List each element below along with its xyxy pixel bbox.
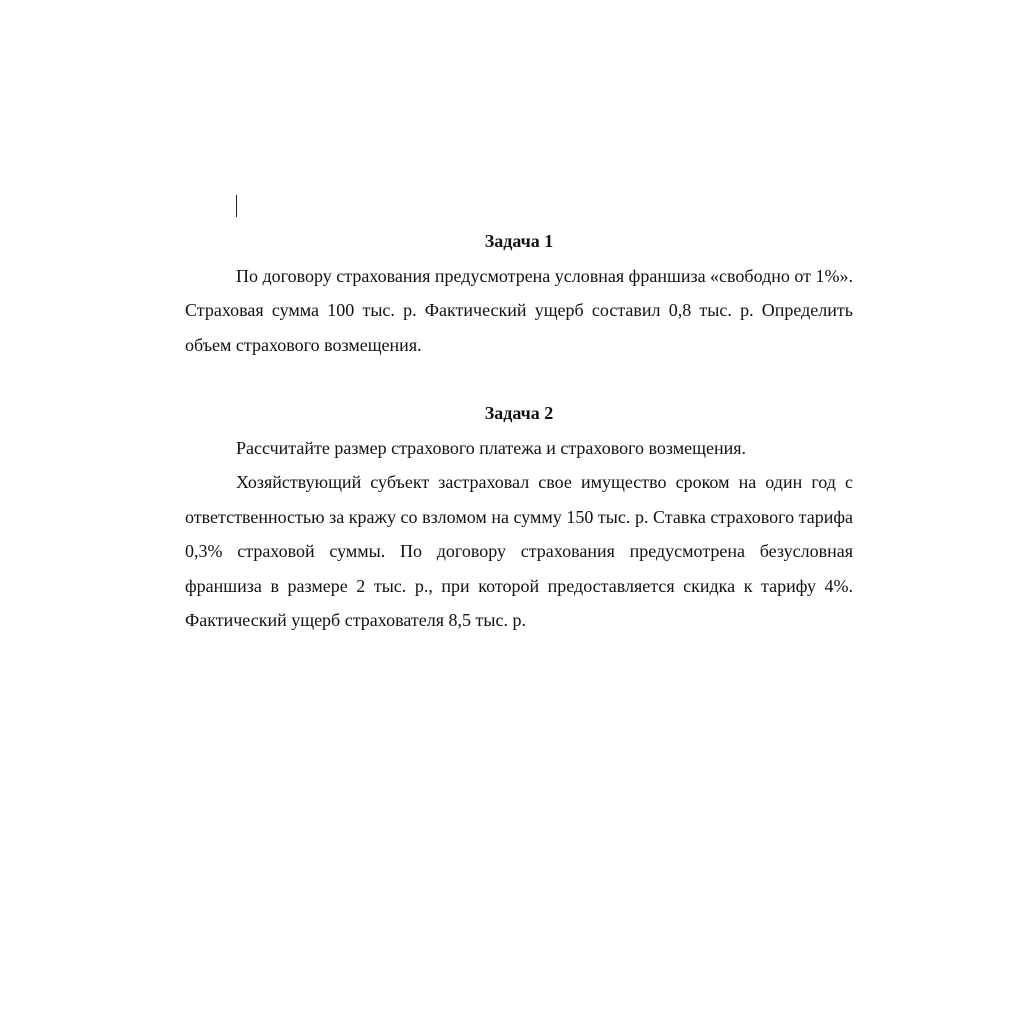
task-1 [185, 224, 853, 362]
task-2-paragraph-1: Рассчитайте размер страхового платежа и страхового возмещения. [236, 437, 747, 458]
task-2 [185, 396, 853, 638]
text-cursor [236, 195, 237, 217]
task-1-paragraph-1: По договору страхования предусмотрена условная франшиза «свободно от 1%». Страховая сумма 100 тыс. р. Фактический ущерб составил 0,8 тыс. р. Определить объем страхового возмещения. [185, 265, 853, 355]
task-1-title: Задача 1 [484, 231, 554, 251]
task-2-paragraph-2: Хозяйствующий субъект застраховал свое имущество сроком на один год с ответственностью за кражу со взломом на сумму 150 тыс. р. Ставка страхового тарифа 0,3% страховой суммы. По договору страхования предусмотрена безусловная франшиза в размере 2 тыс. р., при которой предоставляется скидка к тарифу 4%. Фактический ущерб страхователя 8,5 тыс. р. [185, 472, 853, 630]
task-2-title: Задача 2 [484, 403, 554, 423]
